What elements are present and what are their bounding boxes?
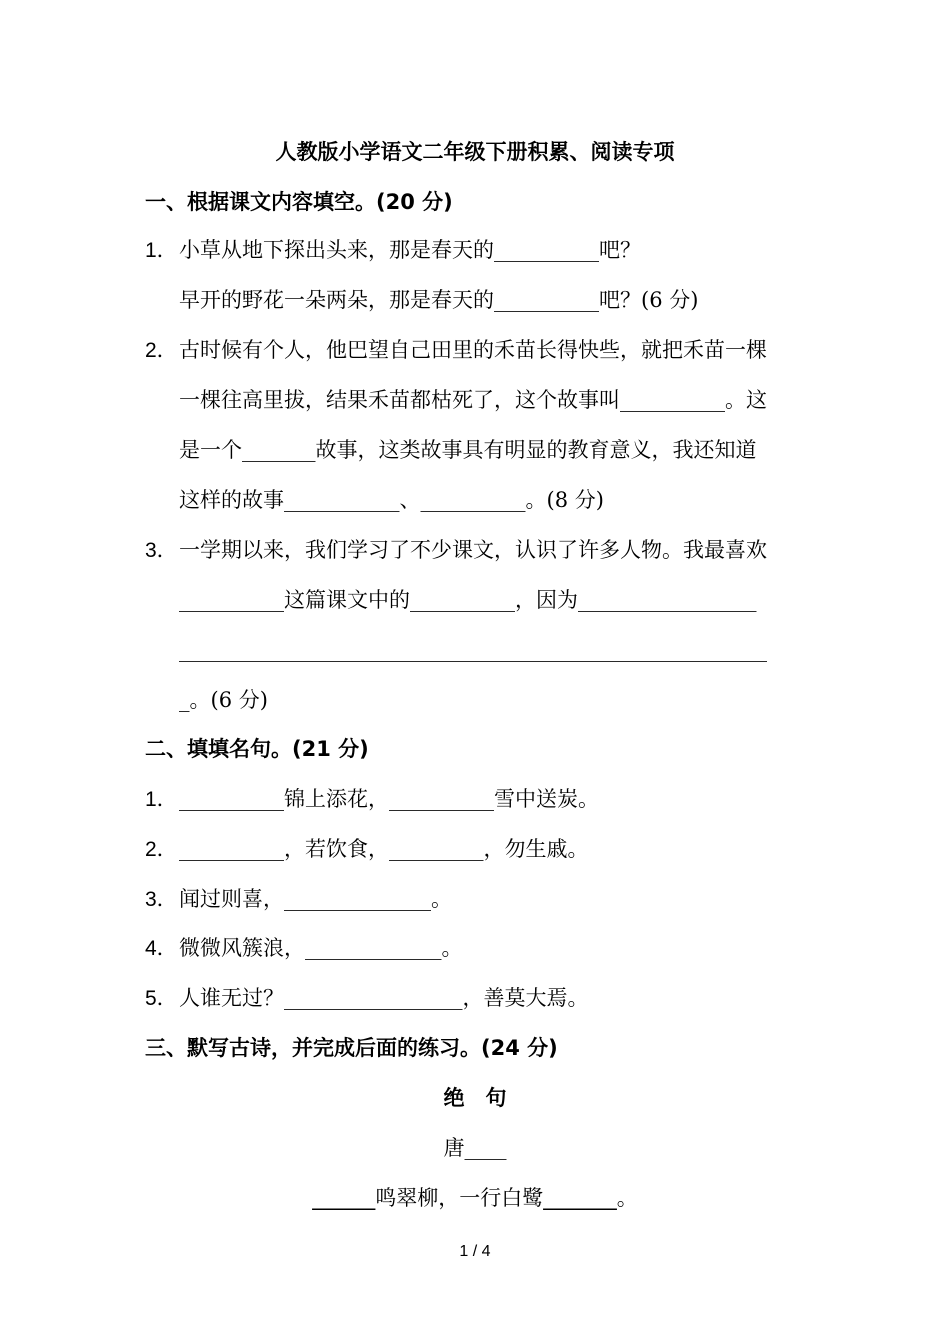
quote-item-5	[145, 984, 589, 1013]
question-3-line-2: __________这篇课文中的__________，因为_________________	[179, 588, 757, 612]
question-3-line-3: ________________________________________________________	[179, 638, 767, 662]
question-number: 3．	[145, 539, 178, 562]
question-text: 一学期以来，我们学习了不少课文，认识了许多人物。我最喜欢	[179, 538, 767, 562]
question-3-line-4: _。(6 分)	[179, 688, 268, 712]
quote-text: 闻过则喜，______________。	[179, 887, 452, 911]
question-text: 古时候有个人，他巴望自己田里的禾苗长得快些，就把禾苗一棵	[179, 338, 767, 362]
quote-item-3	[145, 885, 452, 914]
quote-item-2	[145, 835, 589, 864]
question-2-line-2: 一棵往高里拔，结果禾苗都枯死了，这个故事叫__________。这	[179, 388, 767, 412]
poem-line-1: ______鸣翠柳，一行白鹭_______。	[312, 1186, 638, 1210]
question-2-line-3: 是一个_______故事，这类故事具有明显的教育意义，我还知道	[179, 438, 757, 462]
question-number: 5．	[145, 987, 178, 1010]
question-number: 1．	[145, 239, 178, 262]
question-number: 3．	[145, 888, 178, 911]
quote-text: __________锦上添花，__________雪中送炭。	[179, 787, 599, 811]
quote-text: 微微风簇浪，_____________。	[179, 936, 463, 960]
poem-author: 唐____	[443, 1136, 507, 1160]
question-number: 2．	[145, 339, 178, 362]
question-3-line-1	[145, 536, 767, 565]
quote-text: __________，若饮食，_________，勿生戚。	[179, 837, 589, 861]
question-1-line-1	[145, 236, 641, 265]
question-2-line-1	[145, 336, 767, 365]
question-2-line-4: 这样的故事___________、__________。(8 分)	[179, 488, 604, 512]
quote-text: 人谁无过？_________________，善莫大焉。	[179, 986, 589, 1010]
poem-title: 绝 句	[443, 1086, 507, 1110]
question-number: 2．	[145, 838, 178, 861]
question-number: 4．	[145, 937, 178, 960]
question-1-line-2: 早开的野花一朵两朵，那是春天的__________吧？(6 分)	[179, 288, 699, 312]
page-title: 人教版小学语文二年级下册积累、阅读专项	[275, 140, 675, 164]
section-3-heading: 三、默写古诗，并完成后面的练习。(24 分)	[145, 1036, 558, 1060]
question-text: 小草从地下探出头来，那是春天的__________吧？	[179, 238, 641, 262]
section-2-heading: 二、填填名句。(21 分)	[145, 737, 369, 761]
quote-item-1	[145, 785, 599, 814]
page-number: 1 / 4	[459, 1243, 491, 1260]
quote-item-4	[145, 934, 463, 963]
question-number: 1．	[145, 788, 178, 811]
section-1-heading: 一、根据课文内容填空。(20 分)	[145, 190, 453, 214]
